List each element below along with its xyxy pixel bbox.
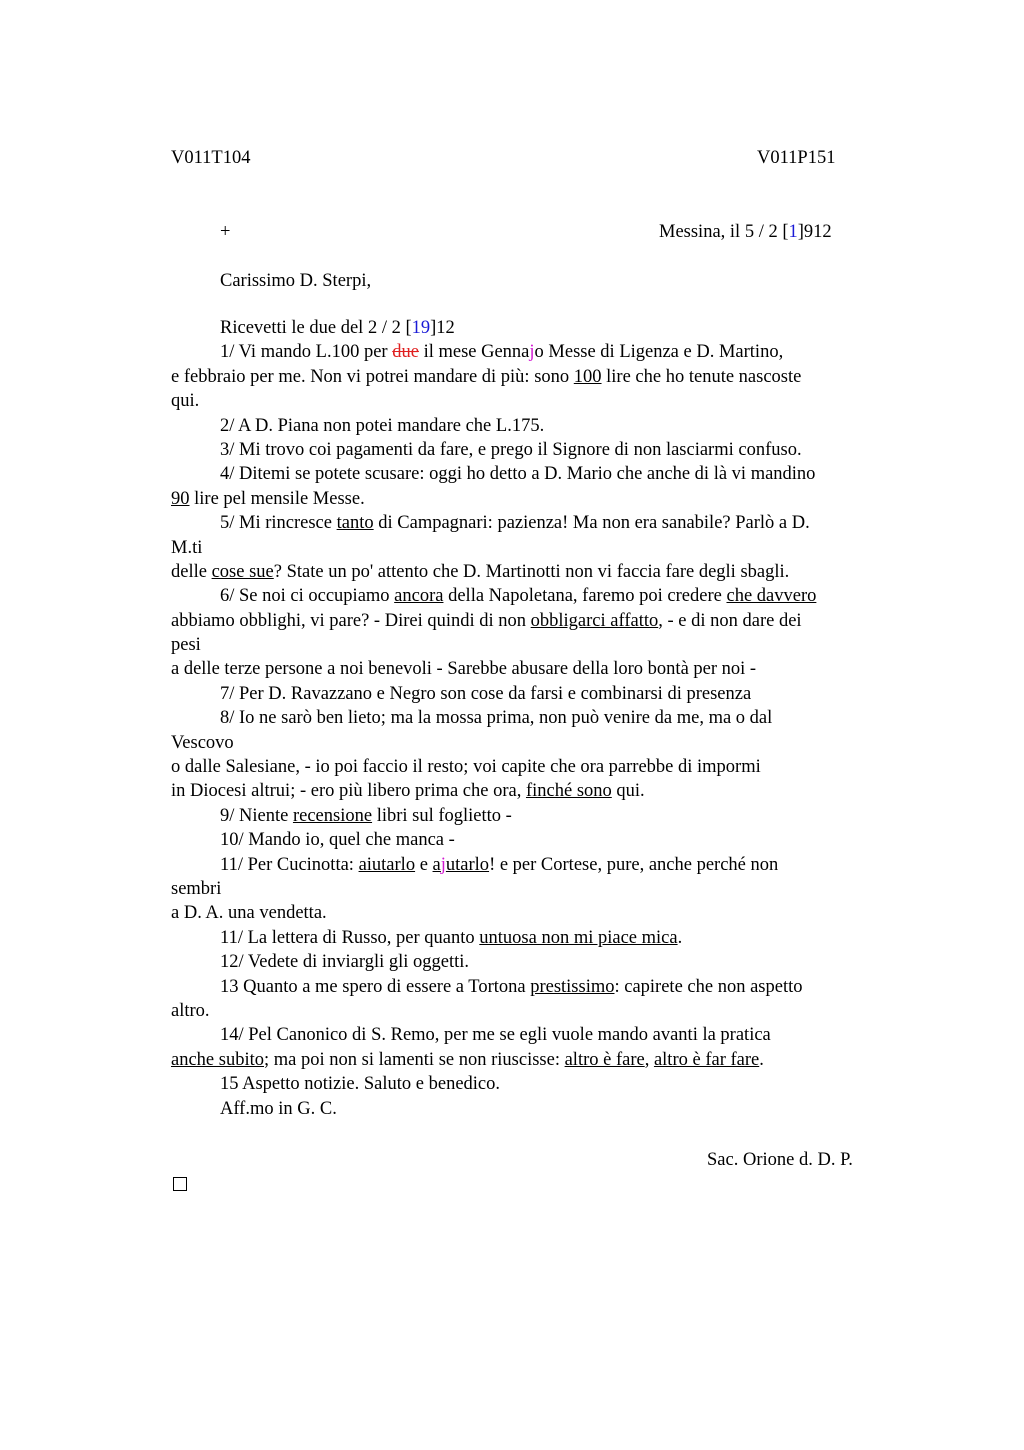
body-line: sembri xyxy=(171,878,222,899)
underlined-text: che davvero xyxy=(726,586,817,607)
underlined-text: ajutarlo xyxy=(432,854,490,875)
underlined-text: obbligarci affatto xyxy=(530,610,659,631)
body-line: abbiamo obblighi, vi pare? - Direi quindi di non obbligarci affatto, - e di non dare dei xyxy=(171,610,802,631)
body-line: 3/ Mi trovo coi pagamenti da fare, e prego il Signore di non lasciarmi confuso. xyxy=(220,439,802,460)
signature: Sac. Orione d. D. P. xyxy=(707,1150,853,1170)
body-line: 6/ Se noi ci occupiamo ancora della Napoletana, faremo poi credere che davvero xyxy=(220,586,817,607)
cross-mark: + xyxy=(220,222,231,242)
underlined-text: 90 xyxy=(171,488,190,509)
body-line: M.ti xyxy=(171,537,203,558)
underlined-text: altro è fare xyxy=(564,1049,645,1070)
header-right-code: V011P151 xyxy=(757,148,836,168)
year-insert: 1 xyxy=(788,222,798,242)
body-line: anche subito; ma poi non si lamenti se non riuscisse: altro è fare, altro è far fare. xyxy=(171,1049,764,1070)
body-line: 13 Quanto a me spero di essere a Tortona prestissimo: capirete che non aspetto xyxy=(220,976,803,997)
body-line: qui. xyxy=(171,391,200,412)
underlined-text: recensione xyxy=(292,805,373,826)
body-line: in Diocesi altrui; - ero più libero prima che ora, finché sono qui. xyxy=(171,781,645,802)
underlined-text: aiutarlo xyxy=(358,854,416,875)
body-line: a D. A. una vendetta. xyxy=(171,903,327,924)
underlined-text: finché sono xyxy=(525,781,612,802)
underlined-text: 100 xyxy=(573,366,602,387)
body-line: delle cose sue? State un po' attento che D. Martinotti non vi faccia fare degli sbagli. xyxy=(171,561,790,582)
underlined-text: prestissimo xyxy=(530,976,615,997)
letter-body xyxy=(171,316,911,1121)
body-line: 4/ Ditemi se potete scusare: oggi ho detto a D. Mario che anche di là vi mandino xyxy=(220,464,816,485)
underlined-text: altro è far fare xyxy=(653,1049,760,1070)
body-line: e febbraio per me. Non vi potrei mandare di più: sono 100 lire che ho tenute nascoste xyxy=(171,366,802,387)
body-line: 14/ Pel Canonico di S. Remo, per me se egli vuole mando avanti la pratica xyxy=(220,1025,771,1046)
body-line: 9/ Niente recensione libri sul foglietto - xyxy=(220,805,512,826)
body-line: 15 Aspetto notizie. Saluto e benedico. xyxy=(220,1074,501,1095)
salutation: Carissimo D. Sterpi, xyxy=(220,271,372,291)
body-line: pesi xyxy=(171,635,201,656)
body-line: altro. xyxy=(171,1000,210,1021)
corrected-letter: j xyxy=(529,342,535,363)
corrected-letter: j xyxy=(440,854,446,875)
year-insert: 19 xyxy=(411,318,431,338)
underlined-text: tanto xyxy=(336,513,374,534)
intro-line: Ricevetti le due del 2 / 2 [19]12 xyxy=(220,318,455,338)
body-line: 90 lire pel mensile Messe. xyxy=(171,488,365,509)
body-line: 2/ A D. Piana non potei mandare che L.175. xyxy=(220,415,545,436)
deleted-word: due xyxy=(392,342,419,363)
date-line: Messina, il 5 / 2 [1]912 xyxy=(659,222,832,242)
body-line: 1/ Vi mando L.100 per due il mese Gennajo Messe di Ligenza e D. Martino, xyxy=(220,342,784,363)
closing-line: Aff.mo in G. C. xyxy=(220,1098,337,1119)
body-line: 8/ Io ne sarò ben lieto; ma la mossa prima, non può venire da me, ma o dal xyxy=(220,708,773,729)
body-line: Vescovo xyxy=(171,732,234,753)
body-line: o dalle Salesiane, - io poi faccio il resto; voi capite che ora parrebbe di impormi xyxy=(171,757,761,778)
body-line: 11/ La lettera di Russo, per quanto untuosa non mi piace mica. xyxy=(220,927,683,948)
underlined-text: untuosa non mi piace mica xyxy=(479,927,678,948)
header-left-code: V011T104 xyxy=(171,148,251,168)
body-line: 5/ Mi rincresce tanto di Campagnari: pazienza! Ma non era sanabile? Parlò a D. xyxy=(220,513,810,534)
empty-square-icon xyxy=(173,1177,187,1191)
body-line: 10/ Mando io, quel che manca - xyxy=(220,830,455,851)
underlined-text: anche subito xyxy=(171,1049,264,1070)
body-line: 7/ Per D. Ravazzano e Negro son cose da farsi e combinarsi di presenza xyxy=(220,683,752,704)
body-line: 12/ Vedete di inviargli gli oggetti. xyxy=(220,952,470,973)
body-line: a delle terze persone a noi benevoli - Sarebbe abusare della loro bontà per noi - xyxy=(171,659,757,680)
body-line: 11/ Per Cucinotta: aiutarlo e ajutarlo! e per Cortese, pure, anche perché non xyxy=(220,854,779,875)
underlined-text: ancora xyxy=(394,586,444,607)
underlined-text: cose sue xyxy=(211,561,274,582)
